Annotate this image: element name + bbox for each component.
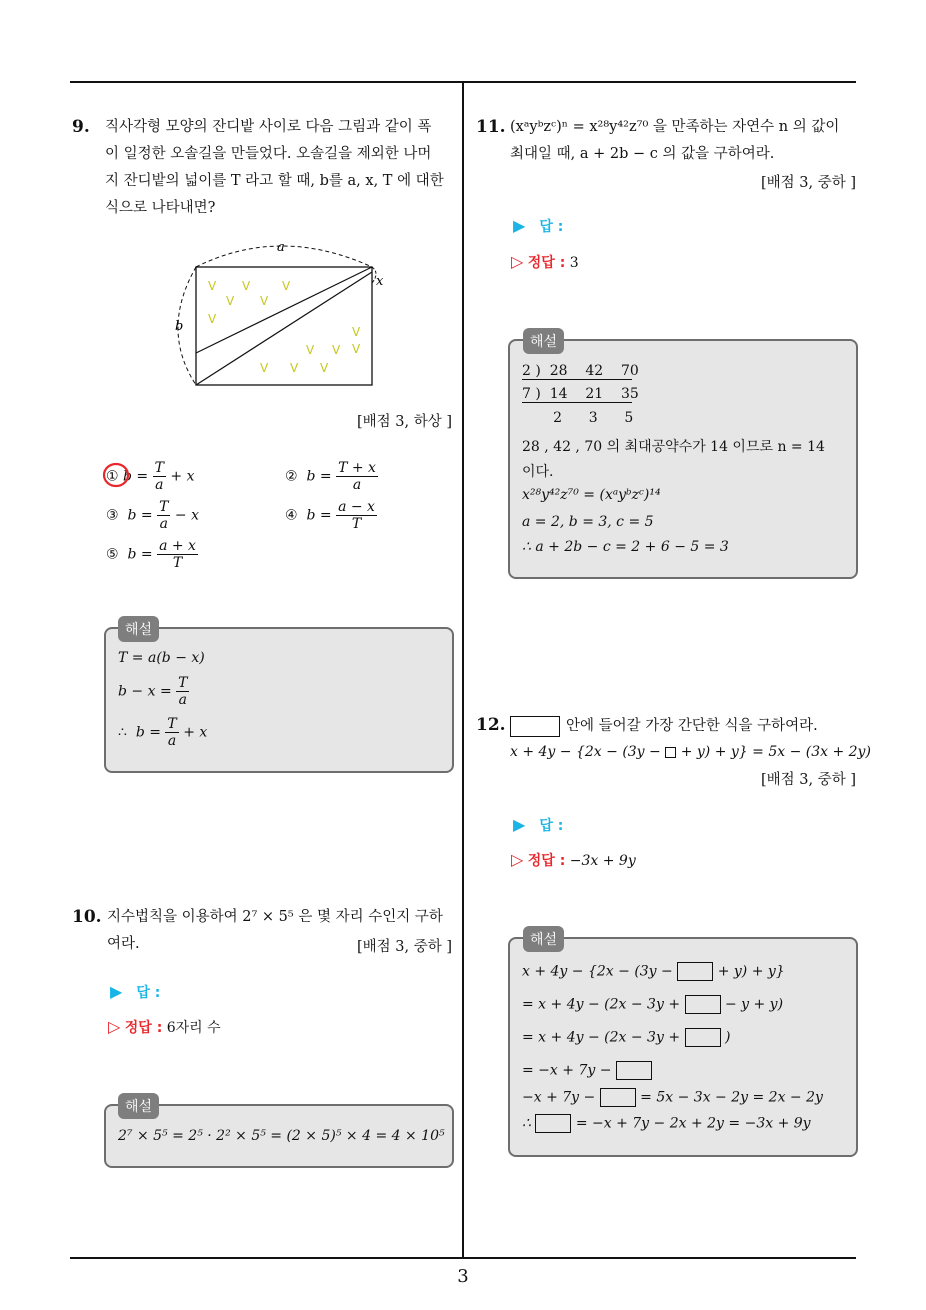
blank-box	[616, 1061, 652, 1080]
grass-mark: V	[226, 294, 235, 308]
question-9-text	[105, 114, 455, 222]
grass-mark: V	[260, 294, 269, 308]
q12-correct-line	[511, 850, 636, 870]
correct-label: 정답 :	[527, 853, 566, 869]
q9-line: 직사각형 모양의 잔디밭 사이로 다음 그림과 같이 폭	[105, 119, 432, 135]
q11-correct-line	[511, 252, 579, 272]
grass-mark: V	[332, 343, 341, 357]
equation-left: x + 4y − {2x − (3y −	[510, 744, 661, 760]
answer-arrow-icon: ▶	[110, 982, 123, 1001]
q9-line: 지 잔디밭의 넓이를 T 라고 할 때, b를 a, x, T 에 대한	[105, 173, 444, 189]
option-4-marker: ④	[285, 507, 298, 524]
question-11-number: 11.	[476, 117, 506, 137]
q12-solution-line: = −x + 7y −	[522, 1061, 652, 1080]
blank-box	[510, 716, 560, 737]
q10-correct-line	[108, 1017, 221, 1037]
q9-solution-line: ∴ b = $\frac{T}{a}$ + x	[118, 716, 208, 749]
q11-solution-line: 이다.	[522, 464, 554, 480]
blank-box	[677, 962, 713, 981]
blank-box	[685, 1028, 721, 1047]
bottom-rule	[70, 1257, 856, 1259]
correct-value: 3	[569, 255, 579, 271]
q10-points: [배점 3, 중하 ]	[356, 939, 452, 955]
equation-right: + y) + y} = 5x − (3x + 2y)	[680, 744, 871, 760]
grass-mark: V	[352, 325, 361, 339]
q9-line: 식으로 나타내면?	[105, 200, 216, 216]
q12-line: 안에 들어갈 가장 간단한 식을 구하여라.	[566, 718, 818, 734]
label-x: x	[376, 274, 384, 289]
q9-line: 이 일정한 오솔길을 만들었다. 오솔길을 제외한 나머	[105, 146, 432, 162]
question-9-number: 9.	[72, 117, 90, 137]
q12-answer-line[interactable]	[513, 815, 563, 835]
q9-points: [배점 3, 하상 ]	[356, 414, 452, 430]
selected-circle-mark	[102, 461, 134, 489]
option-5[interactable]: ⑤ b = $\frac{a + x}{T}$	[106, 538, 196, 571]
option-2-marker: ②	[285, 468, 298, 485]
q12-solution-line: = x + 4y − (2x − 3y + )	[522, 1029, 731, 1046]
label-a: a	[277, 240, 285, 255]
answer-arrow-icon: ▶	[513, 815, 526, 834]
blank-box	[600, 1088, 636, 1107]
q11-solution-line: a = 2, b = 3, c = 5	[522, 514, 654, 530]
q12-points: [배점 3, 중하 ]	[760, 772, 856, 788]
grass-mark: V	[306, 343, 315, 357]
q9-solution-line: b − x = $\frac{T}{a}$	[118, 675, 188, 708]
q11-line: 최대일 때, a + 2b − c 의 값을 구하여라.	[510, 146, 775, 162]
grass-mark: V	[208, 279, 217, 293]
division-row: 2 ) 28 42 70	[522, 363, 639, 379]
q9-solution-line: T = a(b − x)	[118, 650, 205, 666]
option-1[interactable]: ① b = $\frac{T}{a}$ + x	[106, 460, 195, 493]
question-12-number: 12.	[476, 715, 506, 735]
grass-mark: V	[242, 279, 251, 293]
correct-label: 정답 :	[124, 1020, 163, 1036]
q12-solution-tag: 해설	[523, 926, 564, 952]
q12-solution-line: = x + 4y − (2x − 3y + − y + y)	[522, 996, 784, 1013]
option-3[interactable]: ③ b = $\frac{T}{a}$ − x	[106, 499, 199, 532]
grass-mark: V	[320, 361, 329, 375]
q12-solution-line: −x + 7y − = 5x − 3x − 2y = 2x − 2y	[522, 1089, 823, 1106]
q10-line: 지수법칙을 이용하여 2⁷ × 5⁵ 은 몇 자리 수인지 구하	[107, 909, 443, 925]
grass-mark: V	[352, 342, 361, 356]
answer-label: 답 :	[136, 985, 161, 1001]
blank-box	[685, 995, 721, 1014]
q11-solution-tag: 해설	[523, 328, 564, 354]
q10-solution-line: 2⁷ × 5⁵ = 2⁵ · 2² × 5⁵ = (2 × 5)⁵ × 4 = 4 × 10⁵	[118, 1128, 445, 1144]
q11-solution-line: x²⁸y⁴²z⁷⁰ = (xᵃyᵇzᶜ)¹⁴	[522, 487, 661, 503]
q9-solution-tag: 해설	[118, 616, 159, 642]
grass-mark: V	[208, 312, 217, 326]
q12-equation	[510, 744, 871, 760]
grass-mark: V	[260, 361, 269, 375]
blank-square	[665, 747, 676, 758]
correct-triangle-icon: ▷	[108, 1017, 121, 1036]
blank-box	[535, 1114, 571, 1133]
q10-solution-tag: 해설	[118, 1093, 159, 1119]
q12-solution-line: x + 4y − {2x − (3y − + y) + y}	[522, 963, 785, 980]
question-10-number: 10.	[72, 907, 102, 927]
label-b: b	[175, 319, 184, 334]
correct-value: −3x + 9y	[569, 853, 636, 869]
option-3-marker: ③	[106, 507, 119, 524]
grass-mark: V	[290, 361, 299, 375]
column-divider	[462, 82, 464, 1258]
option-1-marker: ①	[106, 468, 119, 485]
correct-label: 정답 :	[527, 255, 566, 271]
q11-solution-line: 28 , 42 , 70 의 최대공약수가 14 이므로 n = 14	[522, 439, 825, 455]
option-2[interactable]: ② b = $\frac{T + x}{a}$	[285, 460, 376, 493]
answer-label: 답 :	[539, 219, 564, 235]
correct-value: 6자리 수	[166, 1020, 221, 1036]
q11-line: (xᵃyᵇzᶜ)ⁿ = x²⁸y⁴²z⁷⁰ 을 만족하는 자연수 n 의 값이	[510, 119, 840, 135]
answer-arrow-icon: ▶	[513, 216, 526, 235]
q11-solution-line: ∴ a + 2b − c = 2 + 6 − 5 = 3	[522, 539, 729, 555]
option-4[interactable]: ④ b = $\frac{a - x}{T}$	[285, 499, 375, 532]
q11-answer-line[interactable]	[513, 216, 563, 236]
q11-points: [배점 3, 중하 ]	[760, 175, 856, 191]
question-12-text	[510, 713, 860, 740]
answer-label: 답 :	[539, 818, 564, 834]
division-row: 2 3 5	[522, 410, 634, 426]
q10-answer-line[interactable]	[110, 982, 160, 1002]
q12-solution-line: ∴ = −x + 7y − 2x + 2y = −3x + 9y	[522, 1115, 811, 1132]
q9-figure	[170, 235, 400, 390]
q10-line: 여라.	[107, 936, 140, 952]
option-5-marker: ⑤	[106, 546, 119, 563]
division-row: 7 ) 14 21 35	[522, 386, 639, 402]
question-11-text	[510, 114, 860, 168]
page-number: 3	[457, 1266, 469, 1287]
correct-triangle-icon: ▷	[511, 252, 524, 271]
grass-mark: V	[282, 279, 291, 293]
correct-triangle-icon: ▷	[511, 850, 524, 869]
